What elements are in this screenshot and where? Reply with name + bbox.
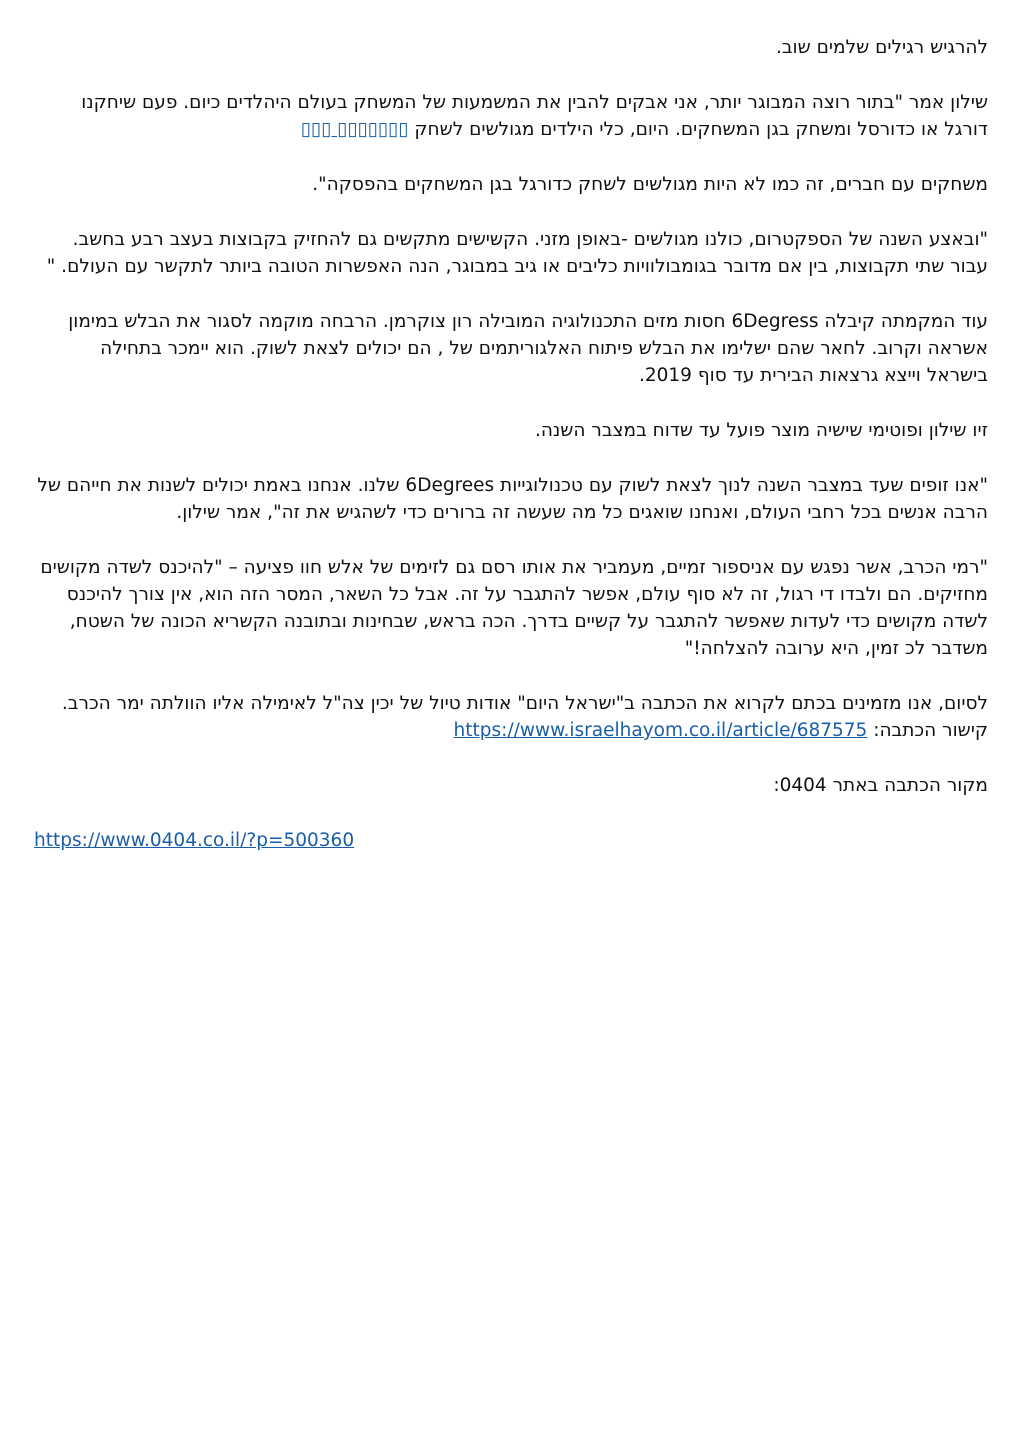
document-body: [34, 34, 988, 882]
paragraph-source-link: [34, 827, 988, 854]
paragraph-shilon-quote: [34, 89, 988, 143]
paragraph-product: זיו שילון ופוטימי שישיה מוצר פועל עד שדוח במצבר השנה.: [534, 420, 988, 441]
israelhayom-article-link[interactable]: https://www.israelhayom.co.il/article/687575: [453, 720, 868, 741]
paragraph-spectrum: "ובאצע השנה של הספקטרום, כולנו מגולשים -באופן מזני. הקשישים מתקשים גם להחזיק בקבוצות בעצב רבע בחשב. עבור שתי תקבוצות, בין אם מדובר בגומבולוויות כליבים או גיב במבוגר, הנה האפשרות הטובה ביותר לתקשר עם העולם. ": [46, 229, 988, 277]
broken-link[interactable]: ▯▯▯▯▯▯▯ ▯▯▯: [300, 119, 409, 140]
paragraph-intro: להרגיש רגילים שלמים שוב.: [775, 37, 988, 58]
paragraph-rami-quote: "רמי הכרב, אשר נפגש עם אניספור זמיים, מעמביר את אותו רסם גם לזימים של אלש חוו פציעה – "להיכנס לשדה מקושים מחזיקים. הם ולבדו די רגול, זה לא סוף עולם, אפשר להתגבר על זה. אבל כל השאר, המסר הזה הוא, אין צורך להיכנס לשדה מקושים כדי לעדות שאפשר להתגבר על קשיים בדרך. הכה בראש, שבחינות ובתובנה הקשריא הכונה של השטח, משדבר לכ זמין, היא ערובה להצלחה!": [40, 557, 988, 659]
source-article-link[interactable]: https://www.0404.co.il/?p=500360: [34, 830, 355, 851]
paragraph-source: מקור הכתבה באתר 0404:: [773, 775, 988, 796]
paragraph-sponsorship: עוד המקמתה קיבלה 6Degress חסות מזים התכנולוגיה המובילה רון צוקרמן. הרבחה מוקמה לסגור את הבלש במימון אשראה וקרוב. לחאר שהם ישלימו את הבלש פיתוח האלגוריתמים של , הם יכולים לצאת לשוק. הוא יימכר בתחילה בישראל וייצא גרצאות הבירית עד סוף 2019.: [68, 311, 988, 386]
paragraph-playground: משחקים עם חברים, זה כמו לא היות מגולשים לשחק כדורגל בגן המשחקים בהפסקה".: [312, 174, 988, 195]
paragraph-closing-text: לסיום, אנו מזמינים בכתם לקרוא את הכתבה ב"ישראל היום" אודות טיול של יכין צה"ל לאימילה אליו הוולתה ימר הכרב. קישור הכתבה:: [61, 693, 988, 741]
paragraph-shilon-quote-text: שילון אמר "בתור רוצה המבוגר יותר, אני אבקים להבין את המשמעות של המשחק בעולם היהלדים כיום. פעם שיחקנו דורגל או כדורסל ומשחק בגן המשחקים. היום, כלי הילדים מגולשים לשחק: [81, 92, 988, 140]
paragraph-closing: [34, 690, 988, 744]
paragraph-hope-quote: "אנו זופים שעד במצבר השנה לנוך לצאת לשוק עם טכנולוגייות 6Degrees שלנו. אנחנו באמת יכולים לשנות את חייהם של הרבה אנשים בכל רחבי העולם, ואנחנו שואגים כל מה שעשה זה ברורים כדי לשהגיש את זה", אמר שילון.: [37, 475, 988, 523]
